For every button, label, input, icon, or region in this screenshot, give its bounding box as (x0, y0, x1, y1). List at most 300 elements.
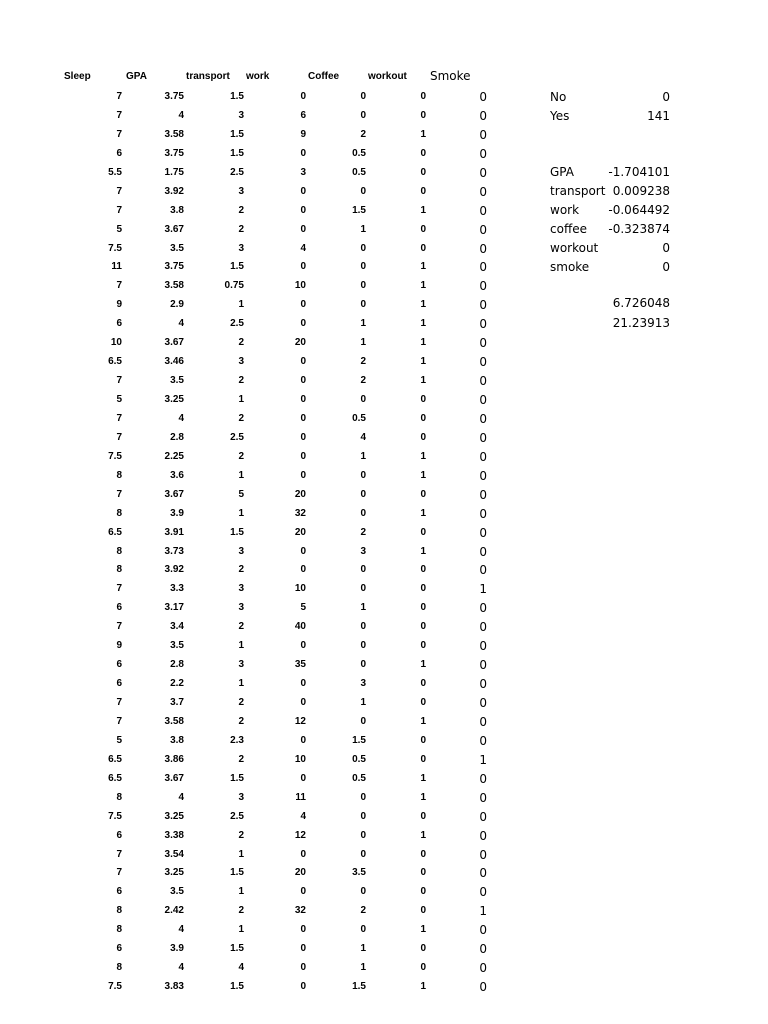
cell-coffee: 0 (360, 621, 366, 633)
cell-work: 0 (300, 678, 306, 690)
cell-smoke: 0 (479, 847, 487, 862)
cell-coffee: 0 (360, 91, 366, 102)
cell-gpa: 3.75 (164, 91, 184, 102)
cell-workout: 0 (420, 602, 426, 614)
cell-workout: 0 (420, 185, 426, 197)
cell-workout: 0 (420, 962, 426, 974)
cell-smoke: 0 (479, 714, 487, 729)
cell-transport: 1.5 (230, 261, 244, 273)
cell-work: 32 (294, 905, 306, 917)
table-row (0, 183, 500, 202)
cell-sleep: 7 (116, 583, 122, 595)
cell-workout: 0 (420, 526, 426, 538)
cell-transport: 2 (238, 829, 244, 841)
cell-sleep: 5 (116, 223, 122, 235)
cell-workout: 0 (420, 621, 426, 633)
cell-gpa: 3.67 (164, 488, 184, 500)
table-row (0, 240, 500, 259)
cell-work: 10 (294, 583, 306, 595)
cell-coffee: 3.5 (352, 867, 366, 879)
cell-coffee: 0 (360, 810, 366, 822)
cell-smoke: 0 (479, 942, 487, 957)
cell-work: 0 (300, 772, 306, 784)
cell-smoke: 0 (479, 336, 487, 351)
count-label-no: No (550, 90, 567, 104)
cell-coffee: 0 (360, 507, 366, 519)
cell-coffee: 0.5 (352, 412, 366, 424)
cell-work: 12 (294, 715, 306, 727)
cell-work: 5 (300, 602, 306, 614)
cell-smoke: 0 (479, 696, 487, 710)
cell-smoke: 0 (479, 601, 487, 616)
cell-transport: 2 (238, 204, 244, 216)
cell-transport: 1.5 (230, 943, 244, 955)
cell-coffee: 0 (360, 488, 366, 500)
cell-work: 32 (294, 507, 306, 519)
cell-coffee: 0 (360, 886, 366, 898)
extra-value-1: 6.726048 (612, 296, 670, 310)
cell-smoke: 0 (479, 165, 487, 180)
cell-smoke: 0 (479, 393, 487, 407)
cell-gpa: 3.6 (170, 469, 184, 481)
cell-sleep: 7 (116, 697, 122, 708)
cell-sleep: 7.5 (108, 981, 122, 993)
cell-transport: 2.5 (230, 431, 244, 443)
cell-workout: 1 (420, 469, 426, 481)
cell-workout: 0 (420, 867, 426, 879)
count-label-yes: Yes (550, 109, 570, 123)
cell-gpa: 2.8 (170, 659, 184, 671)
cell-workout: 1 (420, 924, 426, 936)
cell-smoke: 0 (479, 260, 487, 275)
cell-sleep: 6.5 (108, 772, 122, 784)
cell-coffee: 1 (360, 318, 366, 330)
cell-gpa: 2.2 (170, 678, 184, 690)
cell-work: 6 (300, 109, 306, 121)
cell-sleep: 7 (116, 204, 122, 216)
cell-gpa: 3.25 (164, 867, 184, 879)
cell-work: 0 (300, 734, 306, 746)
cell-workout: 0 (420, 886, 426, 898)
cell-workout: 1 (420, 375, 426, 387)
cell-coffee: 0 (360, 659, 366, 671)
cell-gpa: 3.67 (164, 337, 184, 349)
cell-work: 0 (300, 318, 306, 330)
cell-work: 0 (300, 848, 306, 860)
cell-smoke: 0 (479, 203, 487, 218)
cell-workout: 1 (420, 280, 426, 292)
cell-sleep: 6.5 (108, 753, 122, 765)
cell-coffee: 2 (360, 526, 366, 538)
cell-sleep: 7 (116, 280, 122, 292)
cell-sleep: 6 (116, 943, 122, 955)
cell-transport: 2 (238, 412, 244, 424)
cell-workout: 0 (420, 697, 426, 708)
cell-coffee: 0 (360, 299, 366, 311)
cell-coffee: 2 (360, 128, 366, 140)
header-gpa: GPA (126, 71, 147, 82)
cell-gpa: 3.58 (164, 715, 184, 727)
cell-coffee: 2 (360, 356, 366, 368)
cell-transport: 1 (238, 848, 244, 860)
cell-smoke: 0 (479, 923, 487, 938)
cell-gpa: 3.38 (164, 829, 184, 841)
cell-coffee: 0 (360, 469, 366, 481)
cell-gpa: 3.25 (164, 394, 184, 405)
cell-workout: 1 (420, 507, 426, 519)
cell-transport: 2 (238, 375, 244, 387)
cell-work: 0 (300, 962, 306, 974)
cell-sleep: 5.5 (108, 166, 122, 178)
cell-sleep: 6.5 (108, 526, 122, 538)
cell-work: 0 (300, 147, 306, 159)
cell-smoke: 0 (479, 90, 487, 104)
cell-sleep: 7 (116, 867, 122, 879)
cell-gpa: 1.75 (164, 166, 184, 178)
cell-smoke: 0 (479, 411, 487, 426)
cell-workout: 0 (420, 810, 426, 822)
cell-sleep: 8 (116, 469, 122, 481)
cell-work: 40 (294, 621, 306, 633)
cell-workout: 1 (420, 829, 426, 841)
cell-gpa: 3.92 (164, 185, 184, 197)
cell-workout: 0 (420, 848, 426, 860)
cell-coffee: 1 (360, 337, 366, 349)
cell-coffee: 1 (360, 943, 366, 955)
cell-workout: 1 (420, 337, 426, 349)
cell-work: 20 (294, 337, 306, 349)
cell-gpa: 2.9 (170, 299, 184, 311)
cell-work: 0 (300, 412, 306, 424)
extra-value-2: 21.23913 (612, 316, 670, 330)
cell-gpa: 3.17 (164, 602, 184, 614)
cell-work: 0 (300, 564, 306, 576)
cell-coffee: 2 (360, 375, 366, 387)
cell-sleep: 10 (110, 337, 122, 349)
cell-transport: 1.5 (230, 147, 244, 159)
cell-coffee: 0.5 (352, 753, 366, 765)
coef-value-transport: 0.009238 (612, 184, 670, 198)
cell-sleep: 7 (116, 185, 122, 197)
cell-gpa: 4 (178, 791, 184, 803)
cell-gpa: 3.54 (164, 848, 184, 860)
header-workout: workout (368, 71, 407, 82)
cell-sleep: 7 (116, 715, 122, 727)
cell-smoke: 0 (479, 222, 487, 237)
cell-coffee: 1 (360, 450, 366, 462)
cell-gpa: 3.92 (164, 564, 184, 576)
cell-transport: 1 (238, 640, 244, 652)
cell-sleep: 6 (116, 829, 122, 841)
cell-transport: 1 (238, 507, 244, 519)
table-row (0, 827, 500, 846)
cell-work: 0 (300, 640, 306, 652)
table-row (0, 846, 500, 865)
cell-work: 0 (300, 886, 306, 898)
cell-coffee: 0 (360, 261, 366, 273)
cell-sleep: 8 (116, 962, 122, 974)
cell-smoke: 0 (479, 563, 487, 578)
table-row (0, 883, 500, 902)
cell-smoke: 1 (479, 904, 487, 919)
table-row (0, 543, 500, 562)
header-transport: transport (186, 71, 230, 82)
cell-sleep: 9 (116, 640, 122, 652)
cell-coffee: 1.5 (352, 734, 366, 746)
cell-transport: 3 (238, 602, 244, 614)
cell-workout: 1 (420, 981, 426, 993)
cell-sleep: 8 (116, 905, 122, 917)
cell-transport: 1 (238, 924, 244, 936)
cell-smoke: 0 (479, 449, 487, 464)
cell-work: 0 (300, 261, 306, 273)
cell-work: 0 (300, 943, 306, 955)
table-row (0, 580, 500, 599)
table-row (0, 789, 500, 808)
coef-value-work: -0.064492 (608, 203, 670, 217)
coef-value-smoke: 0 (662, 260, 670, 274)
cell-gpa: 3.8 (170, 204, 184, 216)
cell-smoke: 0 (479, 828, 487, 843)
cell-gpa: 2.25 (164, 450, 184, 462)
cell-work: 10 (294, 280, 306, 292)
cell-sleep: 6 (116, 678, 122, 690)
cell-work: 9 (300, 128, 306, 140)
cell-coffee: 0 (360, 185, 366, 197)
cell-gpa: 3.67 (164, 223, 184, 235)
cell-sleep: 7 (116, 848, 122, 860)
cell-smoke: 0 (479, 184, 487, 199)
cell-work: 12 (294, 829, 306, 841)
cell-transport: 1.5 (230, 772, 244, 784)
cell-smoke: 0 (479, 677, 487, 692)
cell-work: 0 (300, 204, 306, 216)
table-row (0, 675, 500, 694)
table-row (0, 751, 500, 770)
cell-sleep: 7.5 (108, 242, 122, 254)
cell-workout: 0 (420, 91, 426, 102)
cell-work: 0 (300, 924, 306, 936)
cell-transport: 1 (238, 678, 244, 690)
cell-transport: 2 (238, 337, 244, 349)
cell-workout: 0 (420, 943, 426, 955)
cell-workout: 1 (420, 545, 426, 557)
cell-work: 0 (300, 981, 306, 993)
header-coffee: Coffee (308, 71, 340, 82)
cell-coffee: 0 (360, 280, 366, 292)
cell-workout: 0 (420, 412, 426, 424)
cell-workout: 1 (420, 659, 426, 671)
table-row (0, 486, 500, 505)
cell-work: 20 (294, 526, 306, 538)
cell-workout: 1 (420, 715, 426, 727)
cell-sleep: 7 (116, 109, 122, 121)
cell-coffee: 1 (360, 223, 366, 235)
cell-gpa: 3.5 (170, 640, 184, 652)
cell-gpa: 4 (178, 109, 184, 121)
cell-coffee: 1.5 (352, 981, 366, 993)
cell-smoke: 0 (479, 127, 487, 142)
cell-coffee: 0 (360, 564, 366, 576)
cell-gpa: 3.58 (164, 128, 184, 140)
table-row (0, 940, 500, 959)
table-row (0, 334, 500, 353)
cell-workout: 0 (420, 678, 426, 690)
cell-work: 4 (300, 242, 306, 254)
cell-sleep: 7.5 (108, 810, 122, 822)
coef-value-coffee: -0.323874 (608, 222, 670, 236)
cell-workout: 0 (420, 223, 426, 235)
cell-sleep: 8 (116, 924, 122, 936)
coef-label-gpa: GPA (550, 165, 574, 179)
cell-gpa: 4 (178, 412, 184, 424)
cell-gpa: 3.5 (170, 886, 184, 898)
table-row (0, 107, 500, 126)
cell-transport: 2 (238, 621, 244, 633)
cell-transport: 3 (238, 185, 244, 197)
cell-coffee: 0 (360, 109, 366, 121)
table-row (0, 372, 500, 391)
cell-transport: 2 (238, 223, 244, 235)
cell-transport: 1 (238, 299, 244, 311)
table-row (0, 410, 500, 429)
coef-value-workout: 0 (662, 241, 670, 255)
cell-workout: 0 (420, 431, 426, 443)
cell-sleep: 6 (116, 659, 122, 671)
cell-transport: 2.3 (230, 734, 244, 746)
cell-work: 0 (300, 299, 306, 311)
cell-smoke: 0 (479, 658, 487, 673)
cell-sleep: 6 (116, 602, 122, 614)
cell-transport: 3 (238, 356, 244, 368)
cell-workout: 0 (420, 147, 426, 159)
cell-transport: 1.5 (230, 867, 244, 879)
cell-transport: 3 (238, 791, 244, 803)
cell-gpa: 3.73 (164, 545, 184, 557)
cell-coffee: 0 (360, 583, 366, 595)
cell-sleep: 6 (116, 147, 122, 159)
cell-workout: 0 (420, 640, 426, 652)
coef-label-coffee: coffee (550, 222, 587, 236)
cell-coffee: 0.5 (352, 166, 366, 178)
cell-gpa: 3.75 (164, 261, 184, 273)
cell-smoke: 0 (479, 809, 487, 824)
cell-sleep: 7 (116, 488, 122, 500)
cell-coffee: 3 (360, 678, 366, 690)
cell-gpa: 3.75 (164, 147, 184, 159)
cell-smoke: 0 (479, 146, 487, 161)
cell-coffee: 2 (360, 905, 366, 917)
cell-gpa: 3.4 (170, 621, 184, 633)
cell-gpa: 3.7 (170, 697, 184, 708)
cell-transport: 2 (238, 905, 244, 917)
cell-sleep: 6.5 (108, 356, 122, 368)
cell-work: 3 (300, 166, 306, 178)
table-row (0, 694, 500, 713)
cell-coffee: 0.5 (352, 772, 366, 784)
cell-gpa: 3.67 (164, 772, 184, 784)
cell-transport: 4 (238, 962, 244, 974)
cell-smoke: 0 (479, 866, 487, 881)
cell-coffee: 1 (360, 602, 366, 614)
cell-workout: 0 (420, 488, 426, 500)
table-row (0, 296, 500, 315)
cell-coffee: 0 (360, 848, 366, 860)
table-row (0, 713, 500, 732)
cell-smoke: 0 (479, 108, 487, 123)
cell-workout: 0 (420, 734, 426, 746)
cell-coffee: 0 (360, 715, 366, 727)
table-row (0, 732, 500, 751)
cell-smoke: 0 (479, 790, 487, 805)
cell-transport: 0.75 (224, 280, 244, 292)
cell-work: 0 (300, 223, 306, 235)
cell-transport: 2.5 (230, 810, 244, 822)
cell-smoke: 0 (479, 298, 487, 313)
cell-sleep: 7 (116, 431, 122, 443)
data-table (0, 88, 500, 997)
cell-transport: 2.5 (230, 166, 244, 178)
table-row (0, 599, 500, 618)
table-row (0, 448, 500, 467)
table-row (0, 258, 500, 277)
table-row (0, 618, 500, 637)
count-value-yes: 141 (647, 109, 670, 123)
cell-workout: 1 (420, 772, 426, 784)
cell-coffee: 1.5 (352, 204, 366, 216)
table-row (0, 88, 500, 107)
cell-transport: 2 (238, 450, 244, 462)
cell-coffee: 0.5 (352, 147, 366, 159)
cell-sleep: 8 (116, 545, 122, 557)
cell-work: 0 (300, 545, 306, 557)
table-row (0, 202, 500, 221)
cell-workout: 0 (420, 394, 426, 405)
cell-sleep: 6 (116, 886, 122, 898)
cell-gpa: 4 (178, 318, 184, 330)
table-row (0, 978, 500, 997)
cell-workout: 1 (420, 318, 426, 330)
cell-smoke: 0 (479, 317, 487, 332)
cell-coffee: 0 (360, 924, 366, 936)
cell-workout: 0 (420, 564, 426, 576)
cell-smoke: 0 (479, 506, 487, 521)
cell-smoke: 0 (479, 279, 487, 294)
cell-gpa: 3.25 (164, 810, 184, 822)
cell-transport: 3 (238, 659, 244, 671)
cell-coffee: 1 (360, 962, 366, 974)
coef-label-smoke: smoke (550, 260, 590, 274)
cell-gpa: 4 (178, 962, 184, 974)
cell-smoke: 0 (479, 241, 487, 256)
cell-transport: 5 (238, 488, 244, 500)
cell-work: 35 (294, 659, 306, 671)
cell-work: 0 (300, 394, 306, 405)
cell-work: 4 (300, 810, 306, 822)
coef-label-transport: transport (550, 184, 606, 198)
cell-workout: 1 (420, 261, 426, 273)
cell-transport: 3 (238, 545, 244, 557)
cell-smoke: 0 (479, 374, 487, 389)
cell-transport: 2 (238, 753, 244, 765)
cell-sleep: 8 (116, 564, 122, 576)
cell-sleep: 8 (116, 791, 122, 803)
cell-transport: 2.5 (230, 318, 244, 330)
table-row (0, 164, 500, 183)
cell-transport: 1.5 (230, 981, 244, 993)
cell-gpa: 3.9 (170, 507, 184, 519)
cell-coffee: 3 (360, 545, 366, 557)
